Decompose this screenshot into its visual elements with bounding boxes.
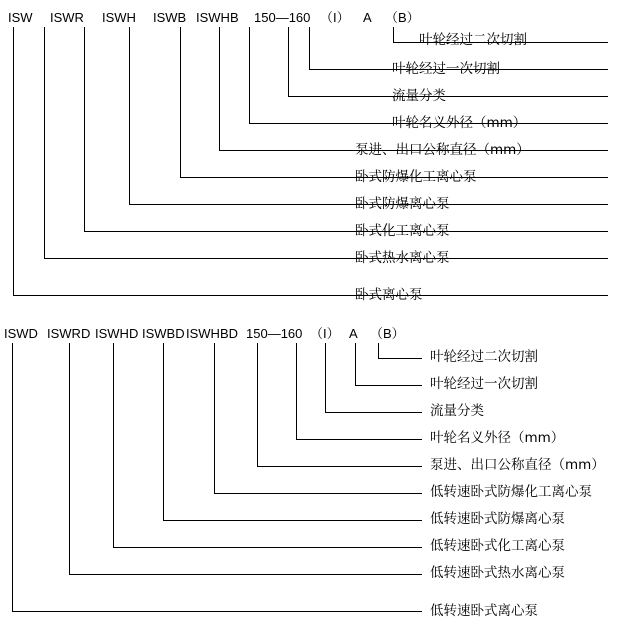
desc-label-iswd-10: 低转速卧式离心泵: [430, 603, 538, 619]
leader-hline-isw-10: [13, 295, 608, 296]
code-label-isw-9: （B）: [385, 10, 420, 25]
leader-vline-iswd-2: [355, 343, 356, 386]
leader-vline-iswd-9: [69, 343, 70, 575]
leader-vline-isw-7: [129, 27, 130, 205]
desc-label-isw-8: 卧式化工离心泵: [355, 223, 450, 239]
code-label-isw-7: （I）: [320, 10, 350, 25]
code-label-iswd-1: ISWD: [4, 326, 38, 341]
desc-label-iswd-3: 流量分类: [430, 403, 484, 419]
desc-label-isw-7: 卧式防爆离心泵: [355, 196, 450, 212]
leader-hline-iswd-5: [257, 466, 422, 467]
leader-hline-iswd-8: [113, 547, 422, 548]
code-label-isw-3: ISWH: [102, 10, 136, 25]
code-label-iswd-8: A: [349, 326, 358, 341]
leader-vline-isw-10: [13, 27, 14, 296]
leader-vline-isw-4: [249, 27, 250, 124]
desc-label-iswd-2: 叶轮经过一次切割: [430, 376, 538, 392]
leader-hline-iswd-10: [12, 611, 422, 612]
code-label-iswd-9: （B）: [370, 326, 405, 341]
leader-hline-iswd-7: [163, 520, 422, 521]
code-label-isw-4: ISWB: [153, 10, 187, 25]
leader-vline-isw-9: [44, 27, 45, 259]
leader-hline-iswd-1: [378, 358, 422, 359]
leader-hline-iswd-4: [296, 439, 422, 440]
leader-hline-isw-9: [44, 258, 608, 259]
leader-vline-isw-2: [309, 27, 310, 70]
desc-label-iswd-9: 低转速卧式热水离心泵: [430, 565, 565, 581]
desc-label-iswd-8: 低转速卧式化工离心泵: [430, 538, 565, 554]
leader-vline-isw-1: [393, 27, 394, 43]
code-label-isw-5: ISWHB: [196, 10, 239, 25]
desc-label-isw-6: 卧式防爆化工离心泵: [355, 169, 477, 185]
leader-vline-isw-3: [288, 27, 289, 97]
code-label-isw-2: ISWR: [50, 10, 84, 25]
desc-label-iswd-6: 低转速卧式防爆化工离心泵: [430, 484, 592, 500]
desc-label-isw-1: 叶轮经过二次切割: [419, 32, 527, 48]
leader-vline-isw-5: [219, 27, 220, 151]
code-label-iswd-2: ISWRD: [47, 326, 91, 341]
desc-label-iswd-4: 叶轮名义外径（mm）: [430, 430, 565, 446]
code-label-isw-1: ISW: [8, 10, 33, 25]
leader-vline-isw-8: [84, 27, 85, 232]
leader-hline-iswd-3: [325, 412, 422, 413]
leader-vline-iswd-7: [163, 343, 164, 521]
code-label-isw-8: A: [363, 10, 372, 25]
desc-label-iswd-7: 低转速卧式防爆离心泵: [430, 511, 565, 527]
code-label-isw-6: 150—160: [254, 10, 311, 25]
leader-hline-iswd-6: [214, 493, 422, 494]
desc-label-iswd-5: 泵进、出口公称直径（mm）: [430, 457, 605, 473]
desc-label-isw-3: 流量分类: [392, 88, 446, 104]
desc-label-isw-10: 卧式离心泵: [355, 287, 423, 303]
code-label-iswd-6: 150—160: [246, 326, 303, 341]
leader-vline-iswd-1: [378, 343, 379, 359]
desc-label-iswd-1: 叶轮经过二次切割: [430, 349, 538, 365]
leader-vline-iswd-8: [113, 343, 114, 548]
desc-label-isw-2: 叶轮经过一次切割: [392, 61, 500, 77]
leader-vline-iswd-3: [325, 343, 326, 413]
leader-vline-iswd-5: [257, 343, 258, 467]
leader-vline-iswd-6: [214, 343, 215, 494]
leader-vline-iswd-4: [296, 343, 297, 440]
desc-label-isw-4: 叶轮名义外径（mm）: [392, 115, 527, 131]
leader-hline-iswd-9: [69, 574, 422, 575]
leader-hline-isw-8: [84, 231, 608, 232]
code-label-iswd-3: ISWHD: [95, 326, 139, 341]
leader-vline-iswd-10: [12, 343, 13, 612]
desc-label-isw-9: 卧式热水离心泵: [355, 250, 450, 266]
code-label-iswd-4: ISWBD: [142, 326, 185, 341]
leader-hline-isw-3: [288, 96, 608, 97]
code-label-iswd-7: （I）: [310, 326, 340, 341]
leader-vline-isw-6: [180, 27, 181, 178]
leader-hline-iswd-2: [355, 385, 422, 386]
code-label-iswd-5: ISWHBD: [186, 326, 238, 341]
desc-label-isw-5: 泵进、出口公称直径（mm）: [355, 142, 530, 158]
